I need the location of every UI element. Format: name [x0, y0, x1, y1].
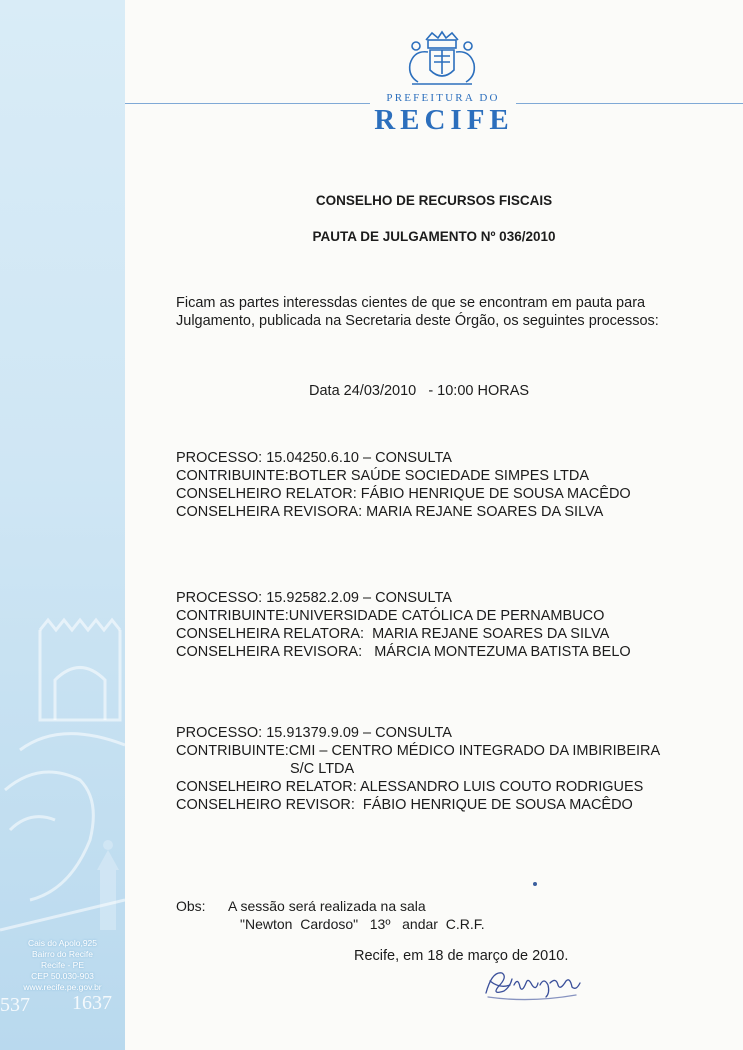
process-taxpayer: CONTRIBUINTE:BOTLER SAÚDE SOCIEDADE SIMPES LTDA — [176, 468, 590, 484]
process-number: PROCESSO: 15.04250.6.10 – CONSULTA — [176, 450, 452, 466]
session-date: Data 24/03/2010 - 10:00 HORAS — [309, 383, 530, 399]
address-line: Recife - PE — [41, 960, 84, 970]
coat-of-arms-icon — [404, 30, 480, 88]
document-title: CONSELHO DE RECURSOS FISCAIS — [315, 193, 553, 208]
obs-line: "Newton Cardoso" 13º andar C.R.F. — [240, 916, 485, 932]
process-taxpayer: CONTRIBUINTE:UNIVERSIDADE CATÓLICA DE PERNAMBUCO — [176, 608, 605, 624]
place-and-date: Recife, em 18 de março de 2010. — [354, 948, 569, 964]
address-line: Bairro do Recife — [32, 949, 93, 959]
address-website: www.recife.pe.gov.br — [23, 982, 102, 992]
year-left: 537 — [0, 994, 30, 1016]
address-line: CEP 50.030-903 — [31, 971, 94, 981]
brand-prefeitura: PREFEITURA DO — [370, 92, 516, 104]
city-emblem-watermark-icon — [0, 570, 125, 990]
signature-icon — [480, 963, 590, 1003]
ink-dot — [533, 882, 537, 886]
process-block — [176, 724, 660, 814]
obs-label: Obs: — [176, 898, 206, 914]
process-number: PROCESSO: 15.92582.2.09 – CONSULTA — [176, 590, 452, 606]
process-reviewer: CONSELHEIRA REVISORA: MÁRCIA MONTEZUMA BATISTA BELO — [176, 644, 631, 660]
document-subtitle: PAUTA DE JULGAMENTO Nº 036/2010 — [312, 229, 556, 244]
intro-line: Ficam as partes interessdas cientes de que se encontram em pauta para — [176, 295, 646, 311]
obs-line: A sessão será realizada na sala — [228, 898, 426, 914]
process-rapporteur: CONSELHEIRO RELATOR: FÁBIO HENRIQUE DE SOUSA MACÊDO — [176, 486, 631, 502]
process-rapporteur: CONSELHEIRO RELATOR: ALESSANDRO LUIS COUTO RODRIGUES — [176, 779, 644, 795]
process-number: PROCESSO: 15.91379.9.09 – CONSULTA — [176, 725, 452, 741]
process-taxpayer: CONTRIBUINTE:CMI – CENTRO MÉDICO INTEGRADO DA IMBIRIBEIRA — [176, 743, 661, 759]
year-right: 1637 — [72, 992, 112, 1014]
letterhead-sidebar — [0, 0, 125, 1050]
process-block — [176, 449, 631, 521]
intro-line: Julgamento, publicada na Secretaria deste Órgão, os seguintes processos: — [176, 313, 659, 329]
address-line: Cais do Apolo,925 — [28, 938, 97, 948]
intro-paragraph — [176, 294, 659, 330]
sidebar-address — [0, 938, 125, 993]
process-rapporteur: CONSELHEIRA RELATORA: MARIA REJANE SOARES DA SILVA — [176, 626, 610, 642]
process-reviewer: CONSELHEIRO REVISOR: FÁBIO HENRIQUE DE SOUSA MACÊDO — [176, 797, 633, 813]
process-reviewer: CONSELHEIRA REVISORA: MARIA REJANE SOARES DA SILVA — [176, 504, 604, 520]
brand-recife: RECIFE — [374, 104, 514, 136]
process-taxpayer-continued: S/C LTDA — [290, 761, 355, 777]
process-block — [176, 589, 631, 661]
